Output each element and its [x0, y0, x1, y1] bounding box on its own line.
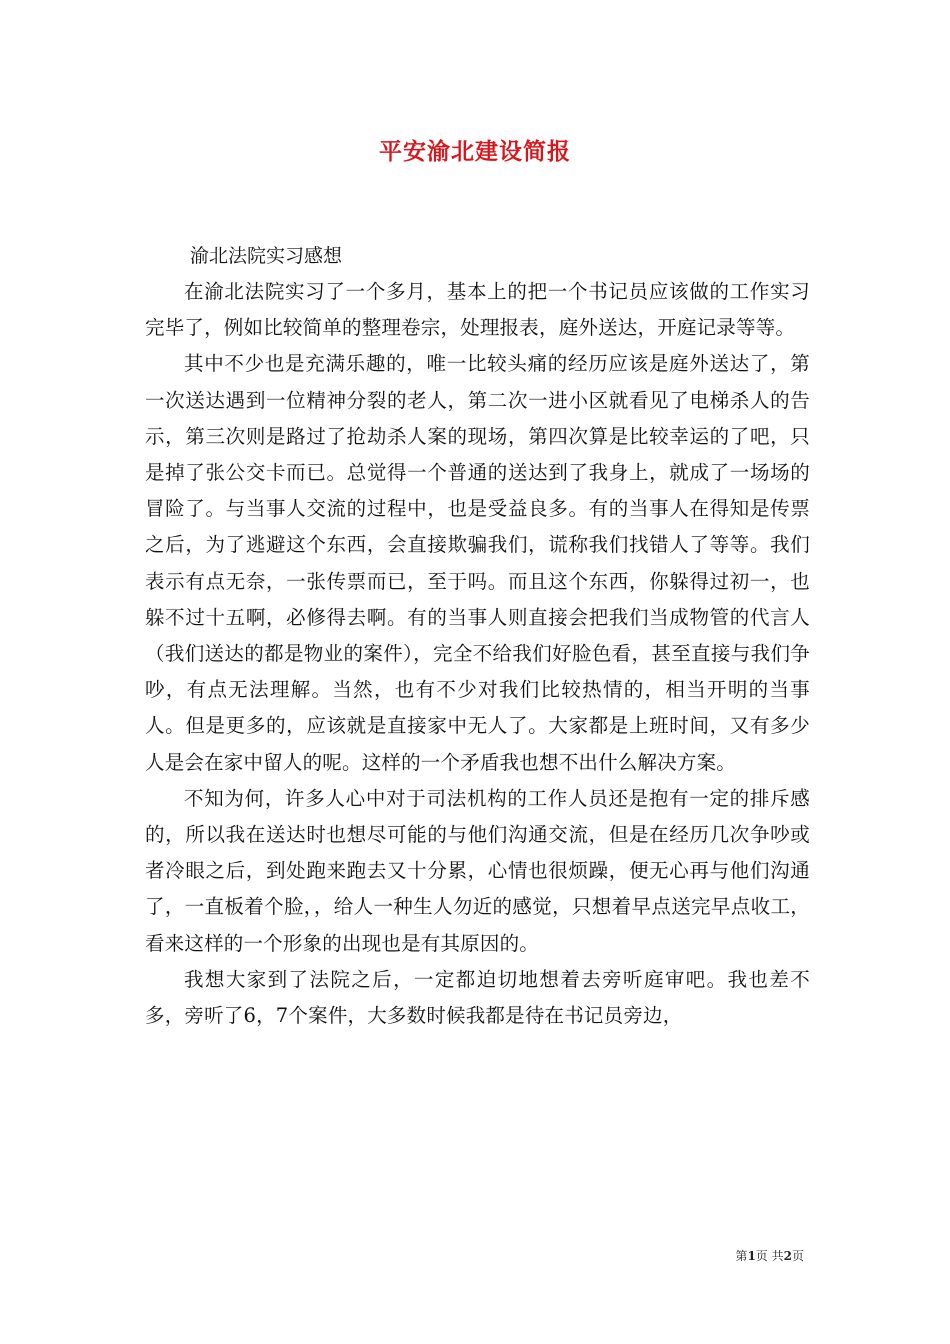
paragraph-3: 不知为何，许多人心中对于司法机构的工作人员还是抱有一定的排斥感的，所以我在送达时也想尽可能的与他们沟通交流，但是在经历几次争吵或者冷眼之后，到处跑来跑去又十分累，心情也很烦躁，便无心再与他们沟通了，一直板着个脸，，给人一种生人勿近的感觉，只想着早点送完早点收工，看来这样的一个形象的出现也是有其原因的。: [145, 786, 810, 955]
footer-middle: 页 共: [755, 1249, 784, 1263]
paragraph-4: 我想大家到了法院之后，一定都迫切地想着去旁听庭审吧。我也差不多，旁听了6，7个案件，大多数时候我都是待在书记员旁边，: [145, 967, 810, 1028]
document-subtitle: 渝北法院实习感想: [190, 245, 343, 267]
footer-total-pages: 2: [783, 1249, 792, 1263]
document-body: [145, 274, 810, 1034]
footer-suffix: 页: [791, 1249, 804, 1263]
document-title: 平安渝北建设简报: [379, 138, 571, 165]
paragraph-1: 在渝北法院实习了一个多月，基本上的把一个书记员应该做的工作实习完毕了，例如比较简单的整理卷宗，处理报表，庭外送达，开庭记录等等。: [145, 280, 810, 340]
page-number-footer: [735, 1247, 804, 1264]
footer-current-page: 1: [747, 1249, 756, 1263]
paragraph-2: 其中不少也是充满乐趣的，唯一比较头痛的经历应该是庭外送达了，第一次送达遇到一位精神分裂的老人，第二次一进小区就看见了电梯杀人的告示，第三次则是路过了抢劫杀人案的现场，第四次算是比较幸运的了吧，只是掉了张公交卡而已。总觉得一个普通的送达到了我身上，就成了一场场的冒险了。与当事人交流的过程中，也是受益良多。有的当事人在得知是传票之后，为了逃避这个东西，会直接欺骗我们，谎称我们找错人了等等。我们表示有点无奈，一张传票而已，至于吗。而且这个东西，你躲得过初一，也躲不过十五啊，必修得去啊。有的当事人则直接会把我们当成物管的代言人（我们送达的都是物业的案件），完全不给我们好脸色看，甚至直接与我们争吵，有点无法理解。当然，也有不少对我们比较热情的，相当开明的当事人。但是更多的，应该就是直接家中无人了。大家都是上班时间，又有多少人是会在家中留人的呢。这样的一个矛盾我也想不出什么解决方案。: [145, 352, 810, 774]
footer-prefix: 第: [735, 1249, 748, 1263]
